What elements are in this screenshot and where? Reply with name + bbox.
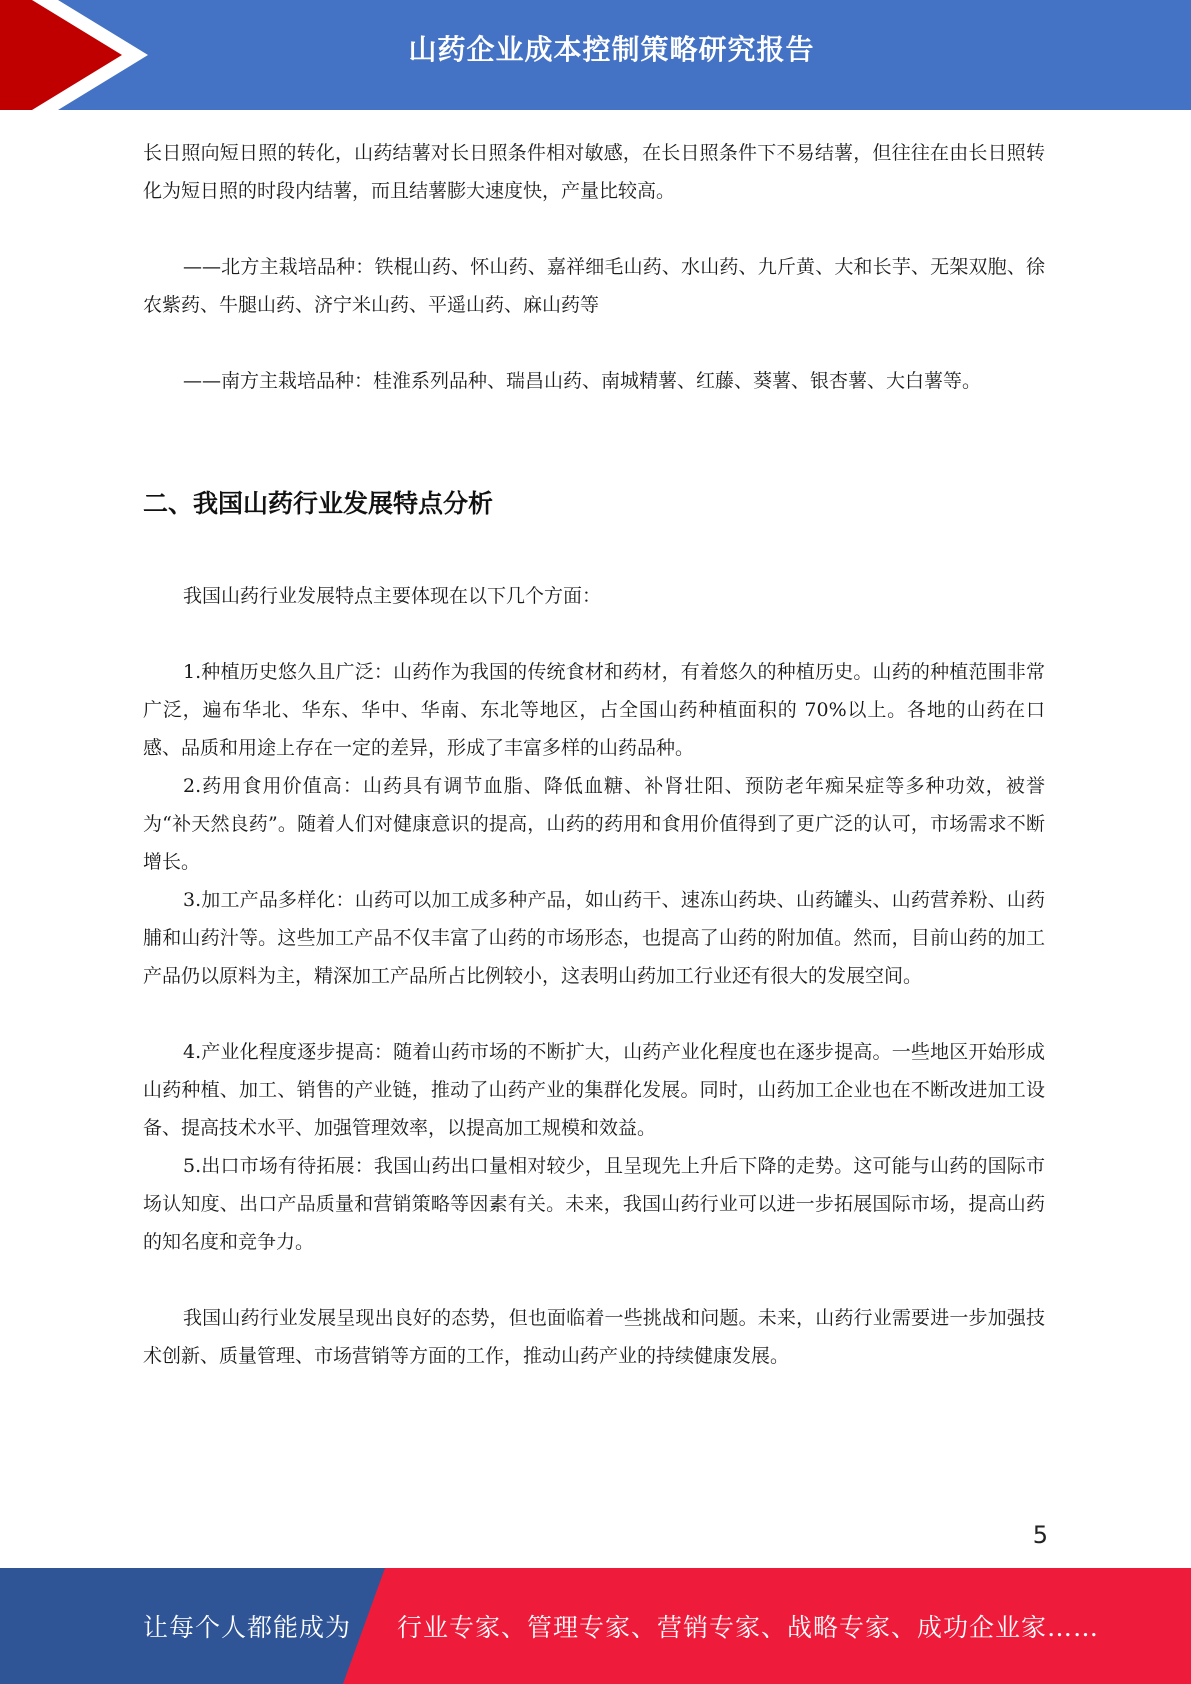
paragraph-photoperiod: 长日照向短日照的转化，山药结薯对长日照条件相对敏感，在长日照条件下不易结薯，但往往在由长日照转化为短日照的时段内结薯，而且结薯膨大速度快，产量比较高。 [143, 142, 1045, 202]
point-medicinal-value: 2.药用食用价值高：山药具有调节血脂、降低血糖、补肾壮阳、预防老年痴呆症等多种功效，被誉为“补天然良药”。随着人们对健康意识的提高，山药的药用和食用价值得到了更广泛的认可，市场需求不断增长。 [143, 775, 1045, 873]
paragraph-south-varieties: ——南方主栽培品种：桂淮系列品种、瑞昌山药、南城精薯、红藤、葵薯、银杏薯、大白薯等。 [183, 370, 982, 392]
point-processed-products: 3.加工产品多样化：山药可以加工成多种产品，如山药干、速冻山药块、山药罐头、山药营养粉、山药脯和山药汁等。这些加工产品不仅丰富了山药的市场形态，也提高了山药的附加值。然而，目前山药的加工产品仍以原料为主，精深加工产品所占比例较小，这表明山药加工行业还有很大的发展空间。 [143, 889, 1045, 987]
section-intro: 我国山药行业发展特点主要体现在以下几个方面： [183, 585, 602, 607]
footer-slogan-left: 让每个人都能成为 [143, 1613, 352, 1642]
footer-slogan-right: 行业专家、管理专家、营销专家、战略专家、成功企业家…… [397, 1613, 1100, 1642]
report-title: 山药企业成本控制策略研究报告 [408, 33, 815, 66]
paragraph-conclusion: 我国山药行业发展呈现出良好的态势，但也面临着一些挑战和问题。未来，山药行业需要进一步加强技术创新、质量管理、市场营销等方面的工作，推动山药产业的持续健康发展。 [143, 1307, 1045, 1367]
page-number: 5 [1032, 1521, 1048, 1549]
point-export-market: 5.出口市场有待拓展：我国山药出口量相对较少，且呈现先上升后下降的走势。这可能与山药的国际市场认知度、出口产品质量和营销策略等因素有关。未来，我国山药行业可以进一步拓展国际市场，提高山药的知名度和竞争力。 [143, 1155, 1045, 1253]
paragraph-north-varieties: ——北方主栽培品种：铁棍山药、怀山药、嘉祥细毛山药、水山药、九斤黄、大和长芋、无架双胞、徐农紫药、牛腿山药、济宁米山药、平遥山药、麻山药等 [143, 256, 1045, 316]
section-heading: 二、我国山药行业发展特点分析 [143, 489, 494, 518]
point-planting-history: 1.种植历史悠久且广泛：山药作为我国的传统食材和药材，有着悠久的种植历史。山药的种植范围非常广泛，遍布华北、华东、华中、华南、东北等地区，占全国山药种植面积的 70%以上。各地的山药在口感、品质和用途上存在一定的差异，形成了丰富多样的山药品种。 [143, 661, 1045, 759]
point-industrialization: 4.产业化程度逐步提高：随着山药市场的不断扩大，山药产业化程度也在逐步提高。一些地区开始形成山药种植、加工、销售的产业链，推动了山药产业的集群化发展。同时，山药加工企业也在不断改进加工设备、提高技术水平、加强管理效率，以提高加工规模和效益。 [143, 1041, 1045, 1139]
page-header [0, 0, 1191, 110]
